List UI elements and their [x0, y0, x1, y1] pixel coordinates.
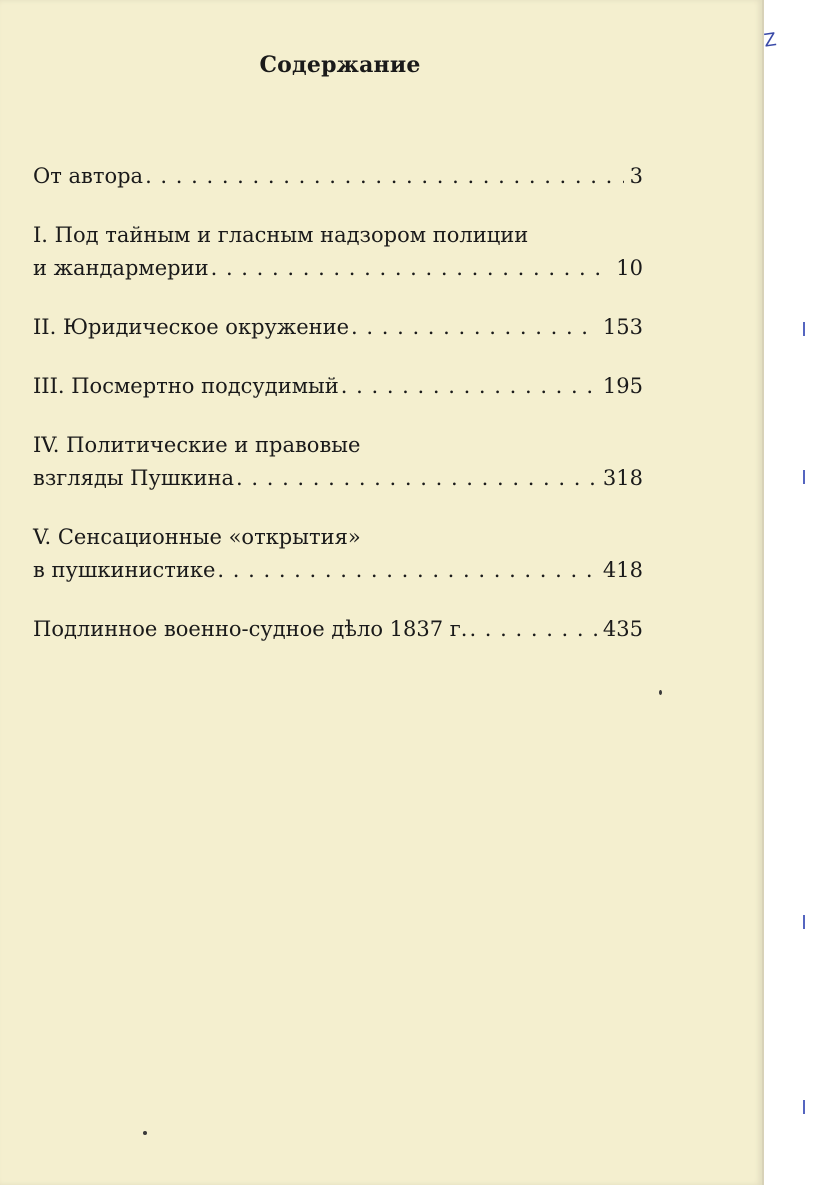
toc-dot-leader [351, 311, 597, 344]
toc-dot-leader [217, 554, 596, 587]
margin-tick [803, 1100, 805, 1114]
toc-entry-title: IV. Политические и правовые [33, 433, 361, 457]
toc-entry-chapter-5[interactable] [33, 521, 643, 587]
toc-entry-preface[interactable] [33, 160, 643, 193]
margin-handwritten-mark: Z [762, 29, 778, 52]
toc-dot-leader [145, 160, 624, 193]
toc-entry-title-continued: в пушкинистике [33, 558, 216, 582]
table-of-contents [33, 160, 643, 646]
toc-dot-leader [469, 613, 596, 646]
print-speck [143, 1131, 147, 1135]
page-title: Содержание [259, 52, 421, 78]
toc-page-number: 3 [629, 164, 643, 188]
toc-dot-leader [236, 462, 597, 495]
toc-entry-title: V. Сенсационные «открытия» [33, 525, 361, 549]
toc-entry-title-continued: взгляды Пушкина [33, 466, 235, 490]
toc-dot-leader [211, 252, 611, 285]
margin-tick [803, 470, 805, 484]
toc-entry-title: Подлинное военно-судное дѣло 1837 г. [33, 617, 468, 641]
toc-page-number: 435 [602, 617, 643, 641]
margin-tick [803, 915, 805, 929]
toc-entry-title: I. Под тайным и гласным надзором полиции [33, 223, 529, 247]
toc-page-number: 418 [602, 558, 643, 582]
toc-dot-leader [341, 370, 597, 403]
margin-tick [803, 322, 805, 336]
toc-page-number: 153 [602, 315, 643, 339]
toc-entry-title: II. Юридическое окружение [33, 315, 350, 339]
toc-entry-title: III. Посмертно подсудимый [33, 374, 339, 398]
toc-entry-chapter-4[interactable] [33, 429, 643, 495]
toc-entry-title: От автора [33, 164, 144, 188]
toc-entry-chapter-2[interactable] [33, 311, 643, 344]
toc-entry-appendix[interactable] [33, 613, 643, 646]
toc-entry-chapter-3[interactable] [33, 370, 643, 403]
page-edge [762, 0, 764, 1185]
toc-entry-chapter-1[interactable] [33, 219, 643, 285]
toc-page-number: 10 [616, 256, 643, 280]
toc-page-number: 318 [602, 466, 643, 490]
toc-entry-title-continued: и жандармерии [33, 256, 209, 280]
toc-page-number: 195 [602, 374, 643, 398]
print-speck [659, 690, 662, 695]
